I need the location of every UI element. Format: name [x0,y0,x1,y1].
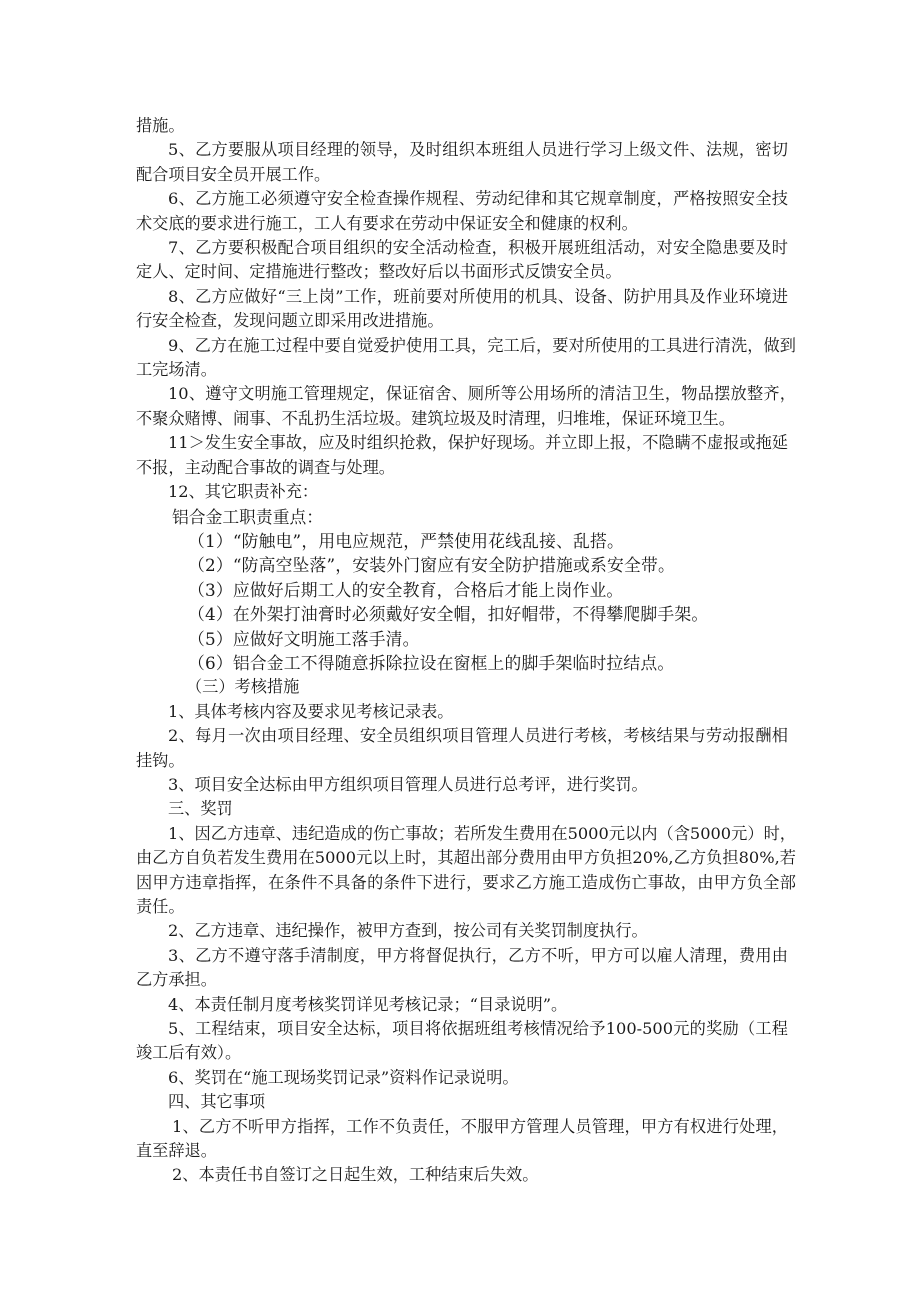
aluminum-duty-1: （1）“防触电”，用电应规范，严禁使用花线乱接、乱搭。 [188,530,624,551]
aluminum-duties-heading: 铝合金工职责重点： [172,506,324,527]
assessment-heading: （三）考核措施 [186,677,300,697]
duty-item-10: 10、遵守文明施工管理规定，保证宿舍、厕所等公用场所的清洁卫生，物品摆放整齐，不聚众赌博、闹事、不乱扔生活垃圾。建筑垃圾及时清理，归堆堆，保证环境卫生。 [136,384,796,428]
duty-item-9: 9、乙方在施工过程中要自觉爱护使用工具，完工后，要对所使用的工具进行清洗，做到工完场清。 [136,335,796,380]
aluminum-duty-2: （2）“防高空坠落”，安装外门窗应有安全防护措施或系安全带。 [188,555,675,576]
duty-item-12: 12、其它职责补充： [168,482,319,502]
aluminum-duty-3: （3）应做好后期工人的安全教育，合格后才能上岗作业。 [188,579,624,600]
reward-heading: 三、奖罚 [168,799,233,819]
other-item-2: 2、本责任书自签订之日起生效，工种结束后失效。 [172,1165,539,1185]
reward-item-3: 3、乙方不遵守落手清制度，甲方将督促执行，乙方不听，甲方可以雇人清理，费用由乙方承担。 [136,945,788,990]
reward-item-4: 4、本责任制月度考核奖罚详见考核记录；“目录说明”。 [168,994,568,1014]
document-body [136,114,796,1188]
reward-item-1: 1、因乙方违章、违纪造成的伤亡事故；若所发生费用在5000元以内（含5000元）时，由乙方自负若发生费用在5000元以上时，其超出部分费用由甲方负担20%,乙方负担80%,若因甲方违章指挥，在条件不具备的条件下进行，要求乙方施工造成伤亡事故，由甲方负全部责任。 [136,823,796,916]
assessment-item-2: 2、每月一次由项目经理、安全员组织项目管理人员进行考核，考核结果与劳动报酬相挂钩。 [136,726,788,770]
reward-item-2: 2、乙方违章、违纪操作，被甲方查到，按公司有关奖罚制度执行。 [168,921,648,941]
duty-item-8: 8、乙方应做好“三上岗”工作，班前要对所使用的机具、设备、防护用具及作业环境进行安全检查，发现问题立即采用改进措施。 [136,286,788,331]
aluminum-duty-5: （5）应做好文明施工落手清。 [188,628,420,649]
duty-item-7: 7、乙方要积极配合项目组织的安全活动检查，积极开展班组活动，对安全隐患要及时定人、定时间、定措施进行整改；整改好后以书面形式反馈安全员。 [136,238,788,282]
duty-item-6: 6、乙方施工必须遵守安全检查操作规程、劳动纪律和其它规章制度，严格按照安全技术交底的要求进行施工，工人有要求在劳动中保证安全和健康的权利。 [136,189,788,233]
other-heading: 四、其它事项 [168,1092,266,1112]
assessment-item-1: 1、具体考核内容及要求见考核记录表。 [168,701,454,721]
reward-item-6: 6、奖罚在“施工现场奖罚记录”资料作记录说明。 [168,1067,519,1087]
reward-item-5: 5、工程结束，项目安全达标，项目将依据班组考核情况给予100-500元的奖励（工程竣工后有效）。 [136,1019,788,1063]
duty-item-5: 5、乙方要服从项目经理的领导，及时组织本班组人员进行学习上级文件、法规，密切配合项目安全员开展工作。 [136,140,788,184]
other-item-1: 1、乙方不听甲方指挥，工作不负责任，不服甲方管理人员管理，甲方有权进行处理，直至辞退。 [136,1116,788,1161]
duty-item-11: 11＞发生安全事故，应及时组织抢救，保护好现场。并立即上报，不隐瞒不虚报或拖延不报，主动配合事故的调查与处理。 [136,433,788,477]
aluminum-duty-4: （4）在外架打油膏时必须戴好安全帽，扣好帽带，不得攀爬脚手架。 [188,604,709,625]
paragraph-continuation: 措施。 [136,116,185,135]
aluminum-duty-6: （6）铝合金工不得随意拆除拉设在窗框上的脚手架临时拉结点。 [188,652,675,673]
assessment-item-3: 3、项目安全达标由甲方组织项目管理人员进行总考评，进行奖罚。 [168,774,648,794]
